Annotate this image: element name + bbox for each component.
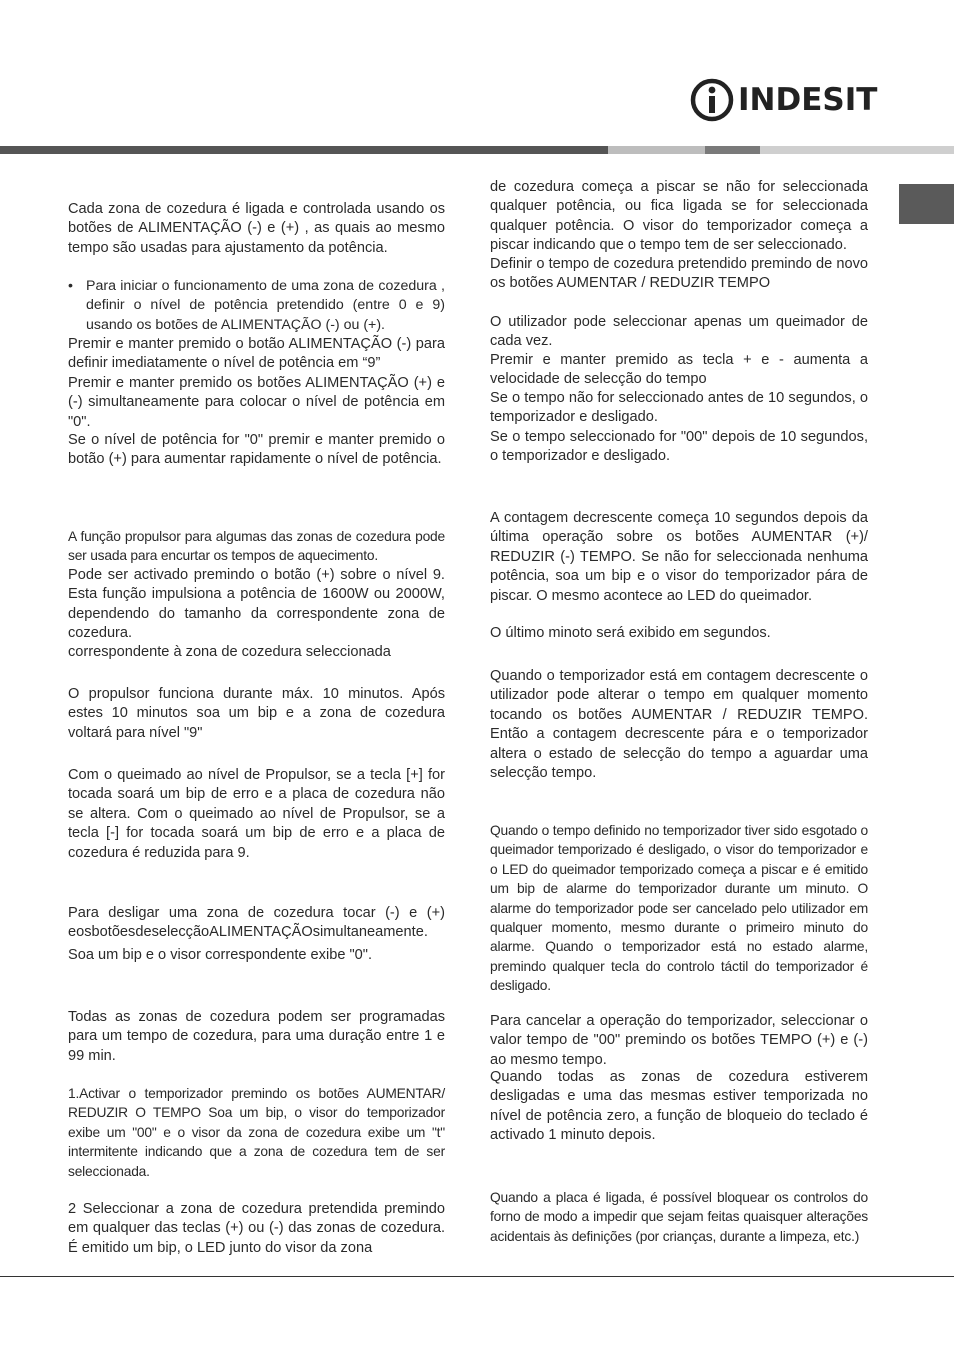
left-bullet-1: • Para iniciar o funcionamento de uma zona de cozedura , definir o nível de potência pretendido (entre 0 e 9) usando os botões de ALIMENTAÇÃO (-) ou (+).	[68, 278, 445, 333]
right-paragraph-6: Se o tempo seleccionado for "00" depois de 10 segundos, o temporizador e desligado.	[490, 429, 868, 465]
footer-rule	[0, 1276, 954, 1277]
indesit-logo	[690, 76, 877, 124]
left-paragraph-5b: Pode ser activado premindo o botão (+) sobre o nível 9. Esta função impulsiona a potência de 1600W ou 2000W, dependendo do tamanho da correspondente zona de cozedura.	[68, 567, 445, 642]
language-tab-marker	[899, 184, 954, 224]
indesit-logo-text: INDESIT	[738, 82, 878, 118]
right-paragraph-12: Quando todas as zonas de cozedura estiverem desligadas e uma das mesmas estiver temporizada no nível de potência zero, a função de bloqueio do teclado é activado 1 minuto depois.	[490, 1069, 868, 1144]
header-bar-dark	[0, 146, 608, 154]
header-bar-light	[608, 146, 705, 154]
right-column	[490, 178, 868, 1268]
left-paragraph-3: Premir e manter premido os botões ALIMENTAÇÃO (+) e (-) simultaneamente para colocar o nível de potência em "0".	[68, 375, 445, 430]
left-paragraph-11: 1.Activar o temporizador premindo os botões AUMENTAR/ REDUZIR O TEMPO Soa um bip, o visor do temporizador exibe um "00" e o visor da zona de cozedura exibe um "t" intermitente indicando que a zona de cozedura tem de ser seleccionada.	[68, 1086, 445, 1179]
left-paragraph-12: 2 Seleccionar a zona de cozedura pretendida premindo em qualquer das teclas (+) ou (-) das zonas de cozedura. É emitido um bip, o LED junto do visor da zona	[68, 1201, 445, 1256]
left-paragraph-6: O propulsor funciona durante máx. 10 minutos. Após estes 10 minutos soa um bip e a zona de cozedura voltará para nível "9"	[68, 686, 445, 741]
indesit-logo-mark-icon	[690, 78, 734, 122]
right-paragraph-1: de cozedura começa a piscar se não for seleccionada qualquer potência, ou fica ligada se for seleccionada qualquer potência. O visor do temporizador começa a piscar indicando que o tempo tem de ser seleccionado.	[490, 179, 868, 254]
left-paragraph-8: Para desligar uma zona de cozedura tocar (-) e (+) eosbotõesdeselecçãoALIMENTAÇÃOsimultaneamente.	[68, 905, 445, 941]
left-paragraph-7: Com o queimado ao nível de Propulsor, se a tecla [+] for tocada soará um bip de erro e a placa de cozedura não se altera. Com o queimado ao nível de Propulsor, se a tecla [-] for tocada soará um bip de erro e a placa de cozedura é reduzida para 9.	[68, 767, 445, 861]
left-paragraph-1: Cada zona de cozedura é ligada e controlada usando os botões de ALIMENTAÇÃO (-) e (+) , as quais ao mesmo tempo são usadas para ajustamento da potência.	[68, 201, 445, 256]
right-paragraph-7: A contagem decrescente começa 10 segundos depois da última operação sobre os botões AUMENTAR (+)/ REDUZIR (-) TEMPO. Se não for seleccionada nenhuma potência, soa um bip e o visor do temporizador pára de piscar. O mesmo acontece ao LED do queimador.	[490, 510, 868, 604]
right-paragraph-8: O último minoto será exibido em segundos.	[490, 625, 771, 641]
left-paragraph-10: Todas as zonas de cozedura podem ser programadas para um tempo de cozedura, para uma duração entre 1 e 99 min.	[68, 1009, 445, 1064]
right-paragraph-10: Quando o tempo definido no temporizador tiver sido esgotado o queimador temporizado é desligado, o visor do temporizador e o LED do queimador temporizado começa a piscar e é emitido um bip de alarme do temporizador durante um minuto. O alarme do temporizador pode ser cancelado pelo utilizador em qualquer momento, mesmo durante o primeiro minuto do alarme. Quando o temporizador está no estado alarme, premindo qualquer tecla do controlo táctil do temporizador é desligado.	[490, 823, 868, 994]
left-paragraph-2: Premir e manter premido o botão ALIMENTAÇÃO (-) para definir imediatamente o nível de potência em “9”	[68, 336, 445, 372]
right-paragraph-9: Quando o temporizador está em contagem decrescente o utilizador pode alterar o tempo em qualquer momento tocando os botões AUMENTAR / REDUZIR TEMPO. Então a contagem decrescente pára e o temporizador altera o estado de selecção do tempo a aguardar uma selecção tempo.	[490, 668, 868, 782]
right-paragraph-3: O utilizador pode seleccionar apenas um queimador de cada vez.	[490, 314, 868, 350]
header-bar-mid	[705, 146, 760, 154]
right-paragraph-11: Para cancelar a operação do temporizador, seleccionar o valor tempo de "00" premindo os botões TEMPO (+) e (-) ao mesmo tempo.	[490, 1013, 868, 1068]
left-paragraph-9: Soa um bip e o visor correspondente exibe "0".	[68, 947, 373, 963]
right-paragraph-5: Se o tempo não for seleccionado antes de 10 segundos, o temporizador e desligado.	[490, 390, 868, 426]
left-paragraph-5c: correspondente à zona de cozedura seleccionada	[68, 644, 391, 660]
right-paragraph-13: Quando a placa é ligada, é possível bloquear os controlos do forno de modo a impedir que sejam feitas quaisquer alterações acidentais às definições (por crianças, durante a limpeza, etc.)	[490, 1190, 868, 1244]
bullet-icon: •	[68, 278, 73, 294]
left-paragraph-5a: A função propulsor para algumas das zonas de cozedura pode ser usada para encurtar os tempos de aquecimento.	[68, 529, 445, 564]
right-paragraph-4: Premir e manter premido as tecla + e - aumenta a velocidade de selecção do tempo	[490, 352, 868, 388]
left-column	[68, 200, 445, 1260]
right-paragraph-2: Definir o tempo de cozedura pretendido premindo de novo os botões AUMENTAR / REDUZIR TEMPO	[490, 256, 868, 292]
left-paragraph-4: Se o nível de potência for "0" premir e manter premido o botão (+) para aumentar rapidamente o nível de potência.	[68, 432, 445, 468]
header-bar-light-end	[760, 146, 954, 154]
